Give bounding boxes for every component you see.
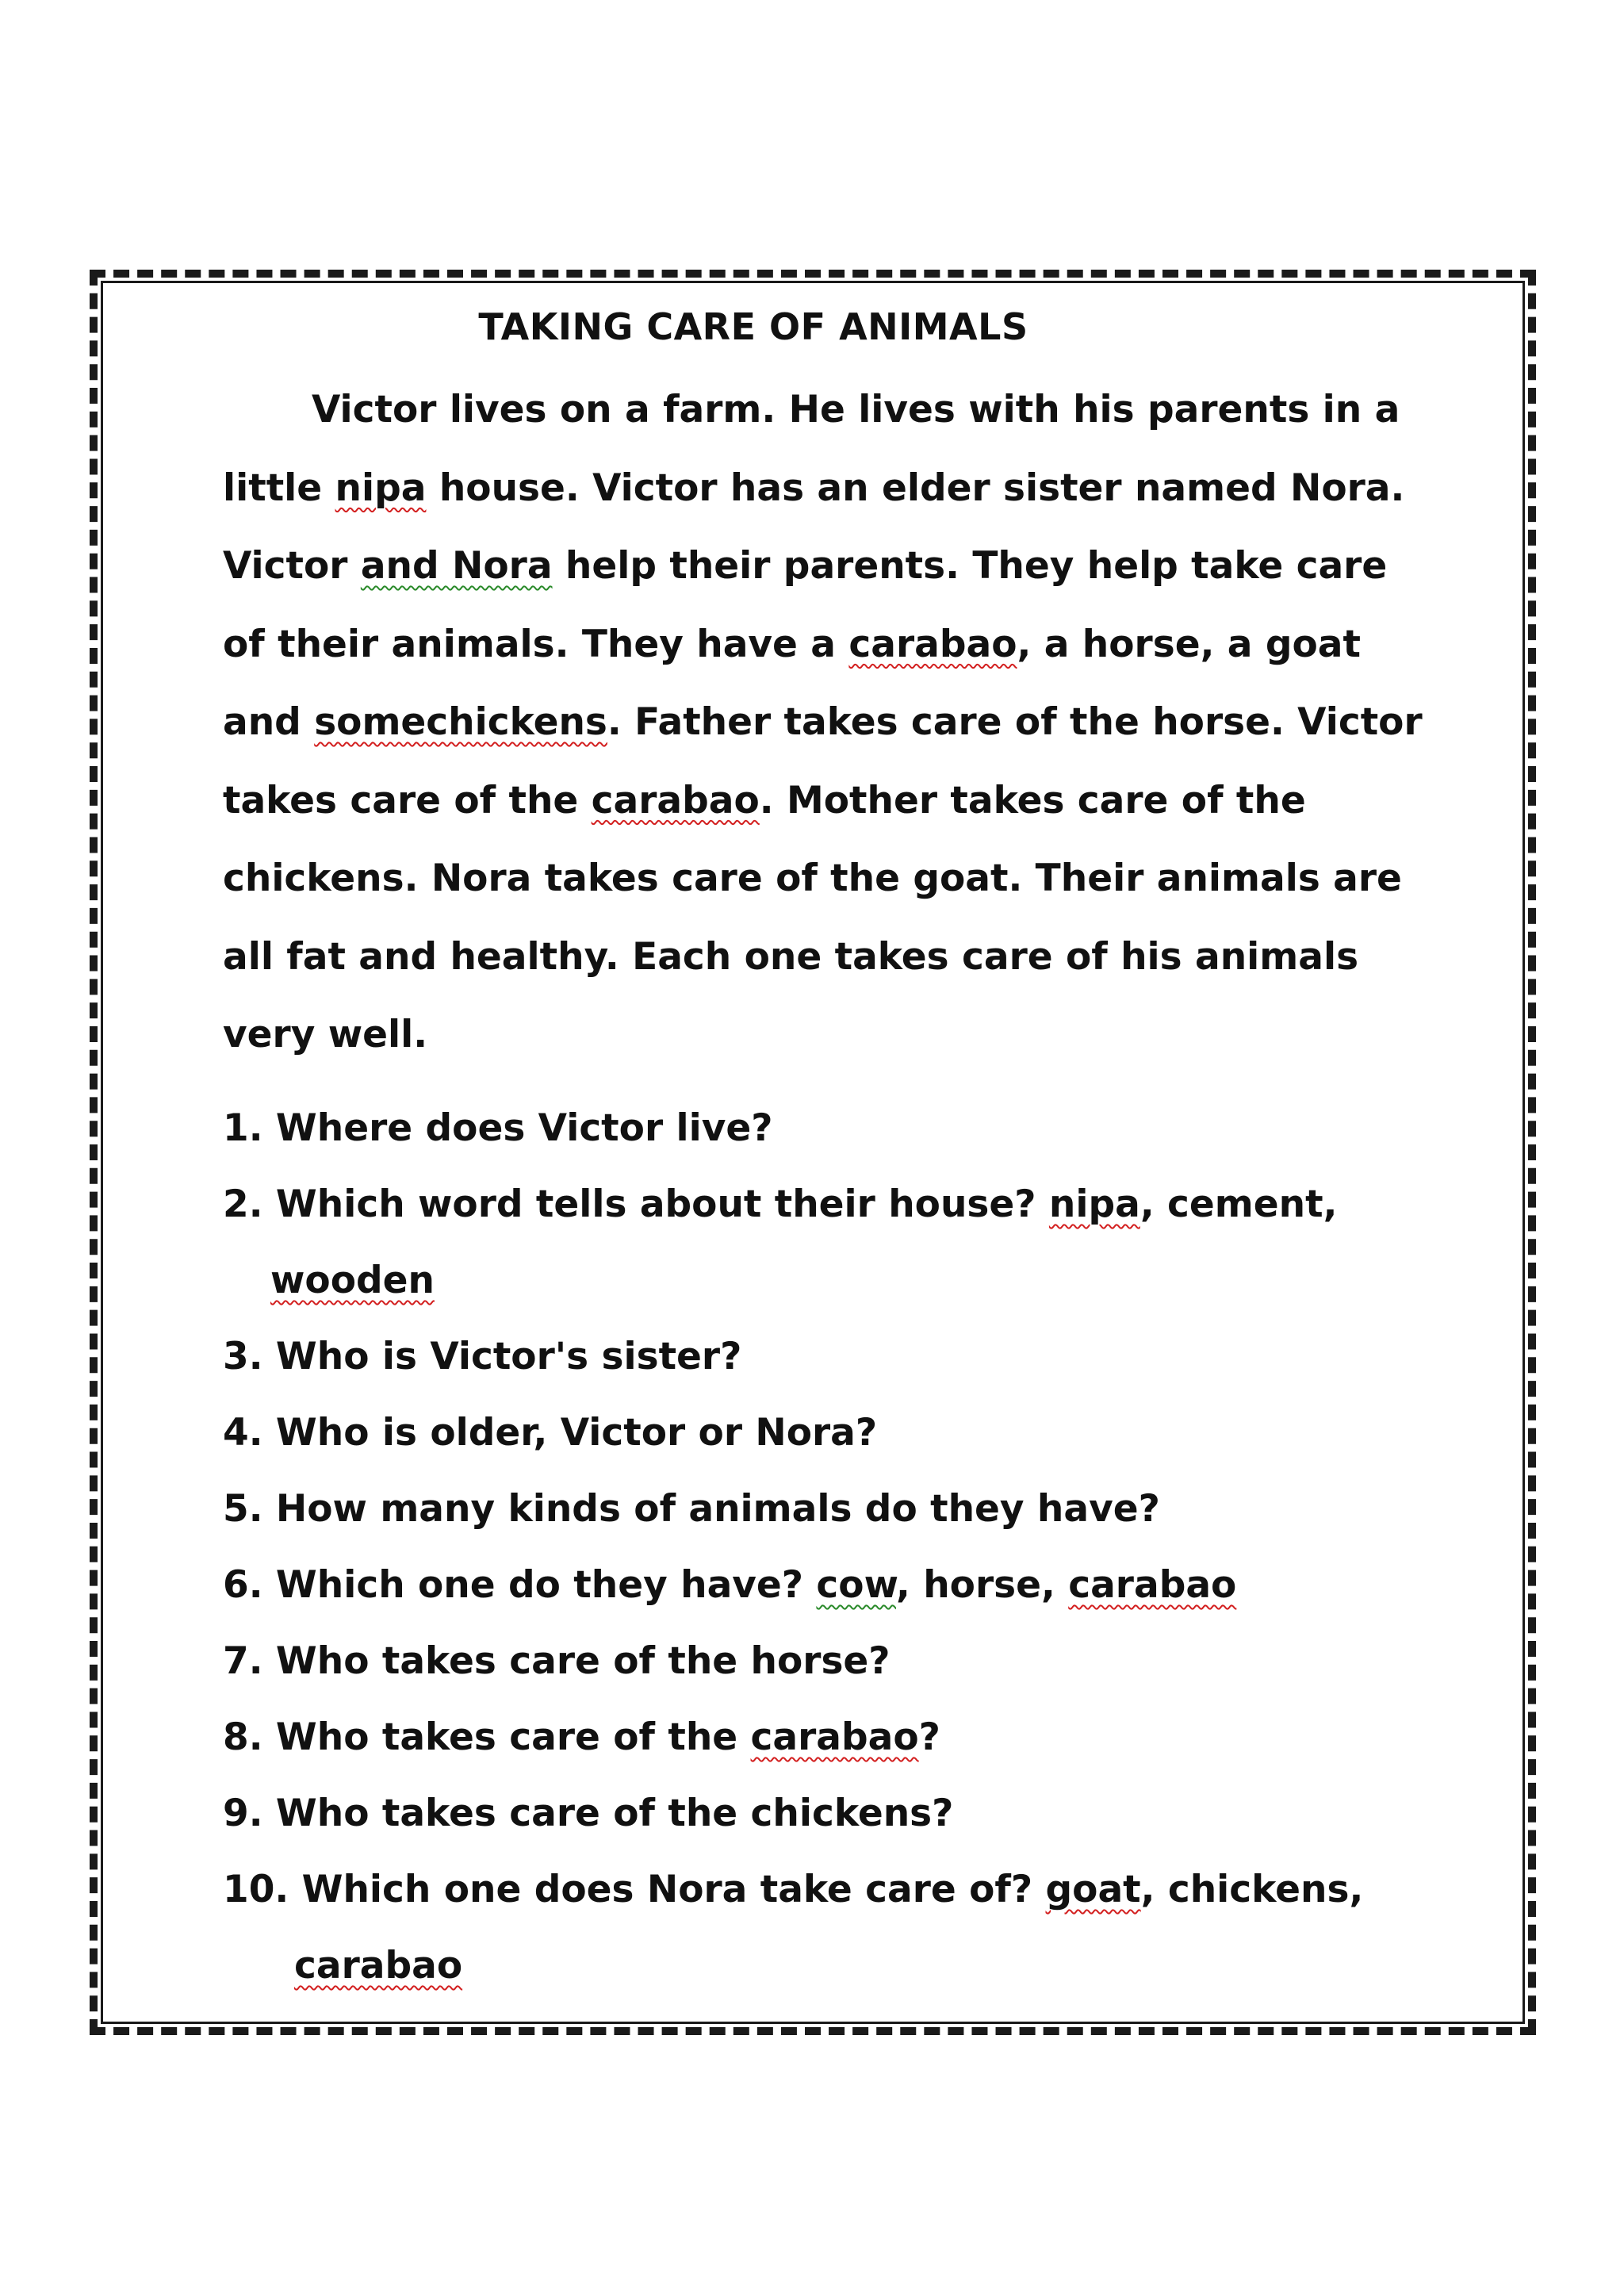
spelling-squiggle: carabao xyxy=(1068,1563,1237,1607)
question-item: 7. Who takes care of the horse? xyxy=(223,1639,891,1683)
story-line: Victor lives on a farm. He lives with his parents in a xyxy=(312,388,1400,431)
spelling-squiggle: carabao xyxy=(750,1715,919,1759)
question-continuation xyxy=(223,1243,1523,1319)
story-line: little nipa house. Victor has an elder sister named Nora. xyxy=(223,466,1405,510)
story-passage xyxy=(223,371,1523,1075)
story-line: all fat and healthy. Each one takes care of his animals xyxy=(223,934,1359,979)
spelling-squiggle: nipa xyxy=(335,466,427,510)
story-line: takes care of the carabao. Mother takes care of the xyxy=(223,778,1306,822)
story-line: of their animals. They have a carabao, a horse, a goat xyxy=(223,622,1361,666)
story-line: Victor and Nora help their parents. They help take care xyxy=(223,544,1388,588)
spelling-squiggle: carabao xyxy=(848,622,1017,666)
story-line: and somechickens. Father takes care of the horse. Victor xyxy=(223,700,1423,744)
grammar-squiggle: cow xyxy=(816,1563,896,1607)
question-item: 4. Who is older, Victor or Nora? xyxy=(223,1411,878,1455)
question-item: 10. Which one does Nora take care of? goat, chickens, xyxy=(223,1868,1364,1911)
question-item: 9. Who takes care of the chickens? xyxy=(223,1792,954,1835)
question-list xyxy=(223,1091,1523,2004)
spelling-squiggle: carabao xyxy=(591,778,760,822)
spelling-squiggle: wooden xyxy=(270,1259,435,1302)
question-item: 6. Which one do they have? cow, horse, carabao xyxy=(223,1563,1237,1607)
story-line: very well. xyxy=(223,1013,428,1056)
grammar-squiggle: and Nora xyxy=(360,544,553,588)
question-item: 3. Who is Victor's sister? xyxy=(223,1335,742,1378)
spelling-squiggle: carabao xyxy=(294,1944,463,1987)
spelling-squiggle: somechickens xyxy=(314,700,607,744)
question-item: 5. How many kinds of animals do they have? xyxy=(223,1487,1160,1531)
question-item: 1. Where does Victor live? xyxy=(223,1106,773,1150)
story-line: chickens. Nora takes care of the goat. Their animals are xyxy=(223,857,1402,900)
spelling-squiggle: goat xyxy=(1045,1868,1141,1911)
spelling-squiggle: nipa xyxy=(1048,1182,1140,1226)
worksheet-border xyxy=(90,270,1536,2035)
question-continuation xyxy=(223,1928,1523,2004)
question-item: 2. Which word tells about their house? nipa, cement, xyxy=(223,1182,1338,1226)
worksheet-title: TAKING CARE OF ANIMALS xyxy=(478,305,1028,348)
question-item: 8. Who takes care of the carabao? xyxy=(223,1715,940,1759)
